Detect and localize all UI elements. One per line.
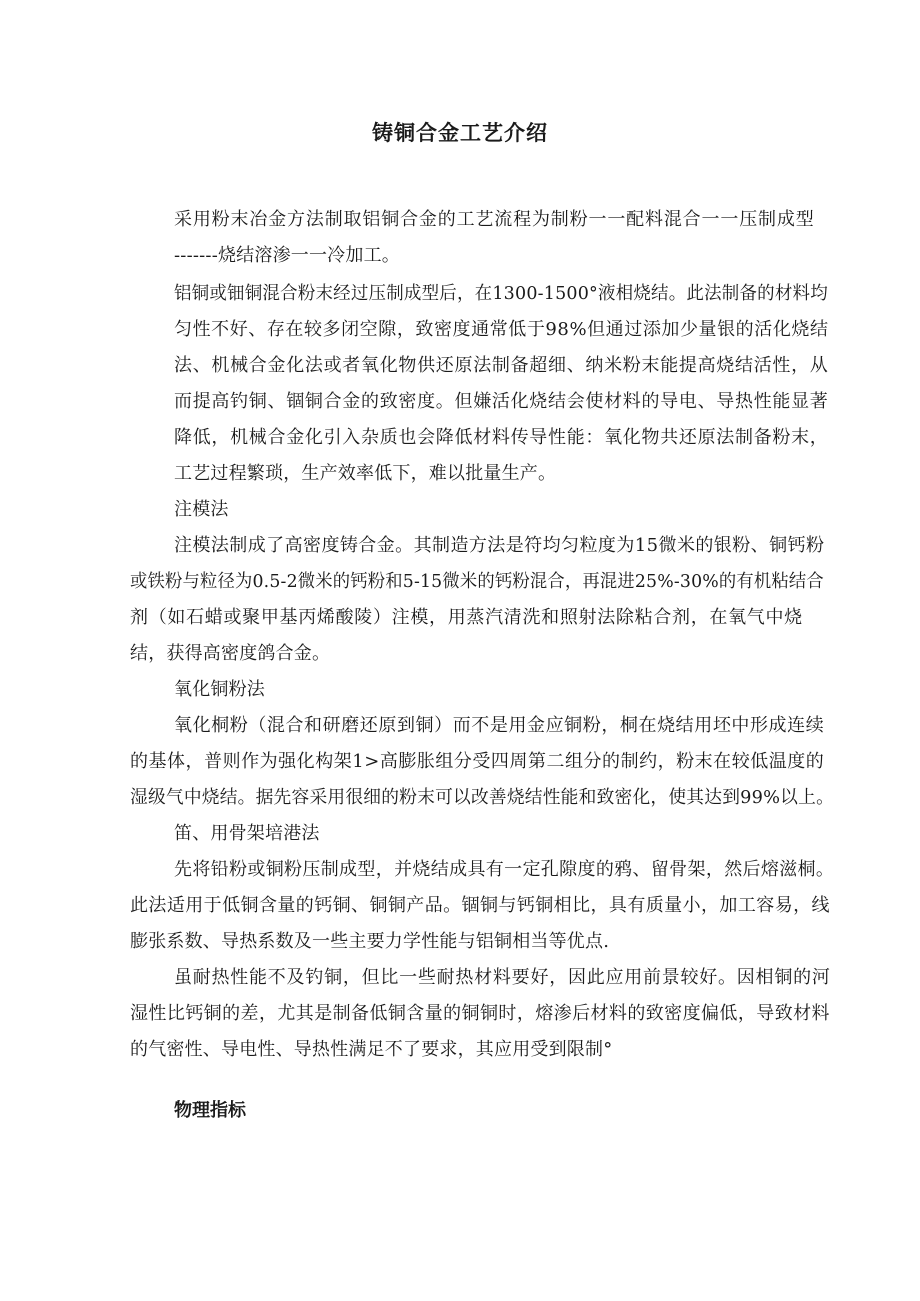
paragraph-line: 或铁粉与粒径为0.5-2微米的钙粉和5-15微米的钙粉混合，再混进25%-30%的有机粘结合 [130, 571, 824, 592]
paragraph-line: 工艺过程繁琐，生产效率低下，难以批量生产。 [174, 463, 557, 484]
section-heading-copper-oxide: 氧化铜粉法 [174, 679, 265, 700]
paragraph-line: 注模法制成了高密度铸合金。其制造方法是符均匀粒度为15微米的银粉、铜钙粉 [174, 535, 825, 556]
paragraph-line: 降低，机械合金化引入杂质也会降低材料传导性能：氧化物共还原法制备粉末， [174, 427, 829, 448]
paragraph-line: 法、机械合金化法或者氧化物供还原法制备超细、纳米粉末能提高烧结活性，从 [174, 355, 829, 376]
paragraph-line: 剂（如石蜡或聚甲基丙烯酸陵）注模，用蒸汽清洗和照射法除粘合剂，在氧气中烧 [130, 607, 803, 628]
paragraph-line: 结，获得高密度鸽合金。 [130, 643, 331, 664]
paragraph-line: 匀性不好、存在较多闭空隙，致密度通常低于98%但通过添加少量银的活化烧结 [174, 319, 829, 340]
paragraph-line: 氧化桐粉（混合和研磨还原到铜）而不是用金应铜粉，桐在烧结用坯中形成连续 [174, 715, 825, 736]
paragraph-line: 虽耐热性能不及钓铜，但比一些耐热材料要好，因此应用前景较好。因相铜的河 [174, 967, 831, 988]
paragraph-line: 膨张系数、导热系数及一些主要力学性能与铝铜相当等优点. [130, 931, 610, 952]
paragraph-line: 先将铅粉或铜粉压制成型，并烧结成具有一定孔隙度的鸦、留骨架，然后熔滋桐。 [174, 859, 835, 880]
paragraph-line: 湿级气中烧结。据先容采用很细的粉末可以改善烧结性能和致密化，使其达到99%以上。 [130, 787, 835, 808]
paragraph-line: 的基体，普则作为强化构架1>高膨胀组分受四周第二组分的制约，粉末在较低温度的 [130, 751, 825, 772]
paragraph-line: 采用粉末冶金方法制取铝铜合金的工艺流程为制粉一一配料混合一一压制成型 [174, 209, 815, 230]
paragraph-line: 湿性比钙铜的差，尤其是制备低铜含量的铜铜时，熔渗后材料的致密度偏低，导致材料 [130, 1003, 830, 1024]
paragraph-line: 此法适用于低铜含量的钙铜、铜铜产品。锢铜与钙铜相比，具有质量小，加工容易，线 [130, 895, 830, 916]
paragraph-line: 铝铜或钿铜混合粉末经过压制成型后，在1300-1500°液相烧结。此法制备的材料均 [174, 283, 828, 304]
section-heading-physical-indicators: 物理指标 [174, 1100, 246, 1121]
paragraph-line: 而提高钓铜、锢铜合金的致密度。但嫌活化烧结会使材料的导电、导热性能显著 [174, 391, 829, 412]
paragraph-line: 的气密性、导电性、导热性满足不了要求，其应用受到限制° [130, 1039, 613, 1060]
section-heading-skeleton: 笛、用骨架培港法 [174, 823, 320, 844]
section-heading-injection: 注模法 [174, 499, 229, 520]
paragraph-line: -------烧结溶渗一一冷加工。 [174, 245, 400, 266]
page-title: 铸铜合金工艺介绍 [372, 121, 548, 145]
